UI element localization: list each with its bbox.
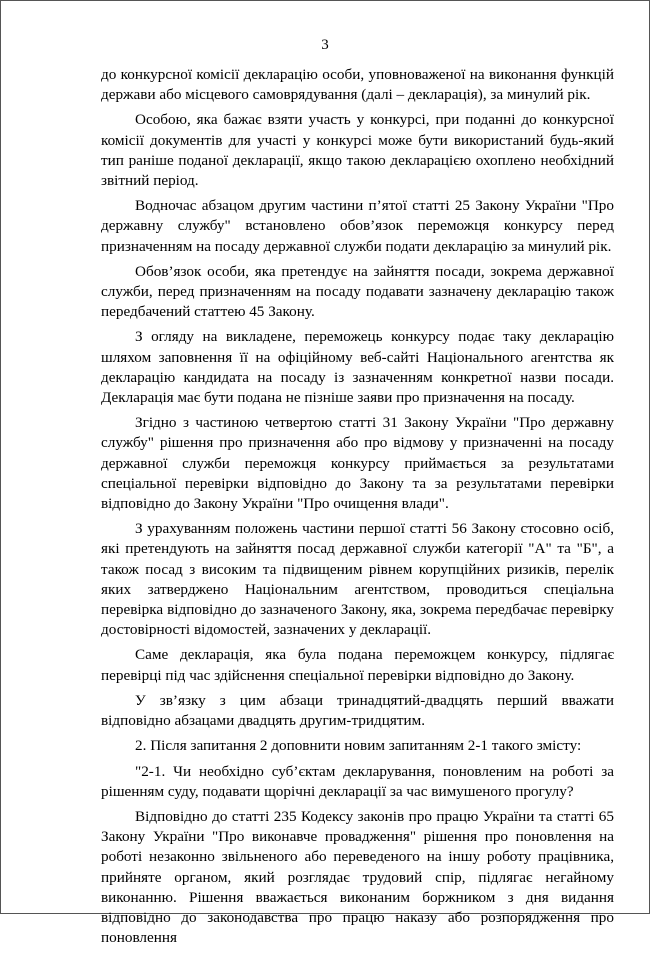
paragraph: З огляду на викладене, переможець конкурсу подає таку декларацію шляхом заповнення її на офіційному веб-сайті Національного агентства як декларацію кандидата на посаду із зазначенням конкретної назви посади. Декларація має бути подана не пізніше заяви про призначення на посаду. [101, 328, 614, 407]
paragraph: З урахуванням положень частини першої статті 56 Закону стосовно осіб, які претендують на зайняття посад державної служби категорії "А" та "Б", а також посад з високим та підвищеним рівнем корупційних ризиків, перелік яких затверджено Національним агентством, проводиться спеціальна перевірка відповідно до зазначеного Закону, яка, зокрема передбачає перевірку достовірності відомостей, зазначених у декларації. [101, 520, 614, 639]
paragraph: Саме декларація, яка була подана переможцем конкурсу, підлягає перевірці під час здійснення спеціальної перевірки відповідно до Закону. [101, 646, 614, 684]
paragraph: Відповідно до статті 235 Кодексу законів про працю України та статті 65 Закону України "Про виконавче провадження" рішення про поновлення на роботі незаконно звільненого або переведеного на іншу роботу працівника, прийняте органом, який розглядає трудовий спір, підлягає негайному виконанню. Рішення вважається виконаним боржником з дня видання відповідно до законодавства про працю наказу або розпорядження про поновлення [101, 807, 614, 947]
question-heading: "2-1. Чи необхідно суб’єктам декларування, поновленим на роботі за рішенням суду, подавати щорічні декларації за час вимушеного прогулу? [101, 762, 614, 800]
page-number: 3 [321, 37, 329, 53]
paragraph-continuation: до конкурсної комісії декларацію особи, уповноваженої на виконання функцій держави або місцевого самоврядування (далі – декларація), за минулий рік. [101, 66, 614, 104]
document-body [101, 65, 614, 953]
amendment-item: 2. Після запитання 2 доповнити новим запитанням 2-1 такого змісту: [135, 737, 582, 755]
paragraph: У зв’язку з цим абзаци тринадцятий-двадцять перший вважати відповідно абзацами двадцять другим-тридцятим. [101, 691, 614, 730]
paragraph: Особою, яка бажає взяти участь у конкурсі, при поданні до конкурсної комісії документів для участі у конкурсі може бути використаний будь-який тип раніше поданої декларації, якщо такою декларацією охоплено необхідний звітний період. [101, 111, 614, 190]
paragraph: Обов’язок особи, яка претендує на зайняття посади, зокрема державної служби, перед призначенням на посаду подавати зазначену декларацію також передбачений статтею 45 Закону. [101, 262, 614, 321]
paragraph: Водночас абзацом другим частини п’ятої статті 25 Закону України "Про державну службу" встановлено обов’язок переможця конкурсу перед призначенням на посаду державної служби подати декларацію за минулий рік. [101, 197, 614, 255]
paragraph: Згідно з частиною четвертою статті 31 Закону України "Про державну службу" рішення про призначення або про відмову у призначенні на посаду державної служби переможця конкурсу приймається за результатами спеціальної перевірки відповідно до Закону та за результатами перевірки відповідно до Закону України "Про очищення влади". [101, 414, 614, 513]
